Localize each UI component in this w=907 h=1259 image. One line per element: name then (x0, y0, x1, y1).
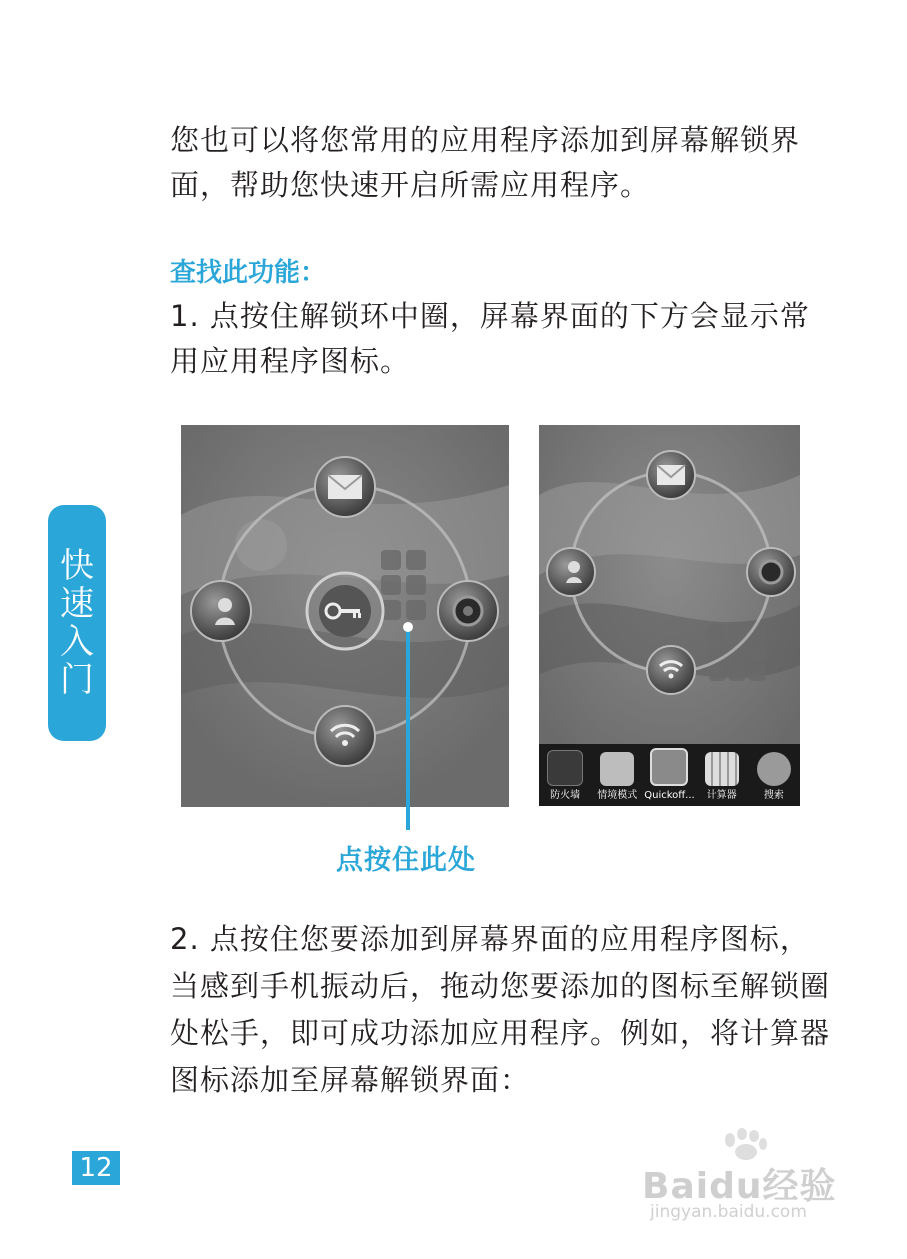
dock-app-firewall[interactable] (539, 750, 591, 806)
app-dock (539, 744, 800, 806)
wifi-icon[interactable] (315, 706, 375, 766)
dock-app-quickoffice[interactable] (643, 748, 695, 806)
side-tab-char: 速 (60, 584, 94, 624)
dock-app-label: 防火墙 (550, 790, 581, 801)
search-icon (757, 752, 791, 786)
watermark-brand: Baidu经验 (642, 1166, 837, 1207)
phone-icon[interactable] (191, 581, 251, 641)
mail-icon[interactable] (647, 451, 695, 499)
dock-app-profiles[interactable] (591, 752, 643, 806)
mail-icon[interactable] (315, 457, 375, 517)
shield-icon (547, 750, 583, 786)
dock-app-search[interactable] (748, 752, 800, 806)
quickoffice-icon (650, 748, 688, 786)
section-heading: 查找此功能： (170, 258, 327, 288)
page-number: 12 (72, 1151, 120, 1185)
side-tab-char: 入 (60, 622, 94, 662)
wifi-icon[interactable] (647, 646, 695, 694)
intro-paragraph: 您也可以将您常用的应用程序添加到屏幕解锁界面，帮助您快速开启所需应用程序。 (170, 123, 801, 202)
callout-pointer-dot (403, 622, 413, 632)
callout-label: 点按住此处 (336, 845, 476, 876)
watermark-url: jingyan.baidu.com (650, 1202, 807, 1222)
side-tab-char: 门 (60, 660, 94, 700)
unlock-screen-with-dock-screenshot (539, 425, 800, 806)
dock-app-calculator[interactable] (696, 752, 748, 806)
camera-icon[interactable] (747, 548, 795, 596)
dock-app-label: 情境模式 (597, 790, 638, 801)
unlock-screen-screenshot (181, 425, 509, 807)
dock-app-label: Quickoff... (644, 790, 695, 801)
dock-app-label: 计算器 (706, 790, 737, 801)
watermark (642, 1128, 852, 1228)
bell-icon (600, 752, 634, 786)
dock-app-label: 搜索 (763, 790, 784, 801)
phone-icon[interactable] (547, 548, 595, 596)
camera-icon[interactable] (438, 581, 498, 641)
callout-pointer-line (406, 628, 410, 830)
paw-icon (720, 1128, 770, 1160)
step-2-paragraph: 2. 点按住您要添加到屏幕界面的应用程序图标，当感到手机振动后，拖动您要添加的图标至解锁圈处松手，即可成功添加应用程序。例如，将计算器图标添加至屏幕解锁界面： (170, 922, 831, 1097)
side-tab (48, 505, 106, 741)
side-tab-char: 快 (60, 546, 94, 586)
calculator-icon (705, 752, 739, 786)
step-1-paragraph: 1. 点按住解锁环中圈，屏幕界面的下方会显示常用应用程序图标。 (170, 299, 810, 378)
